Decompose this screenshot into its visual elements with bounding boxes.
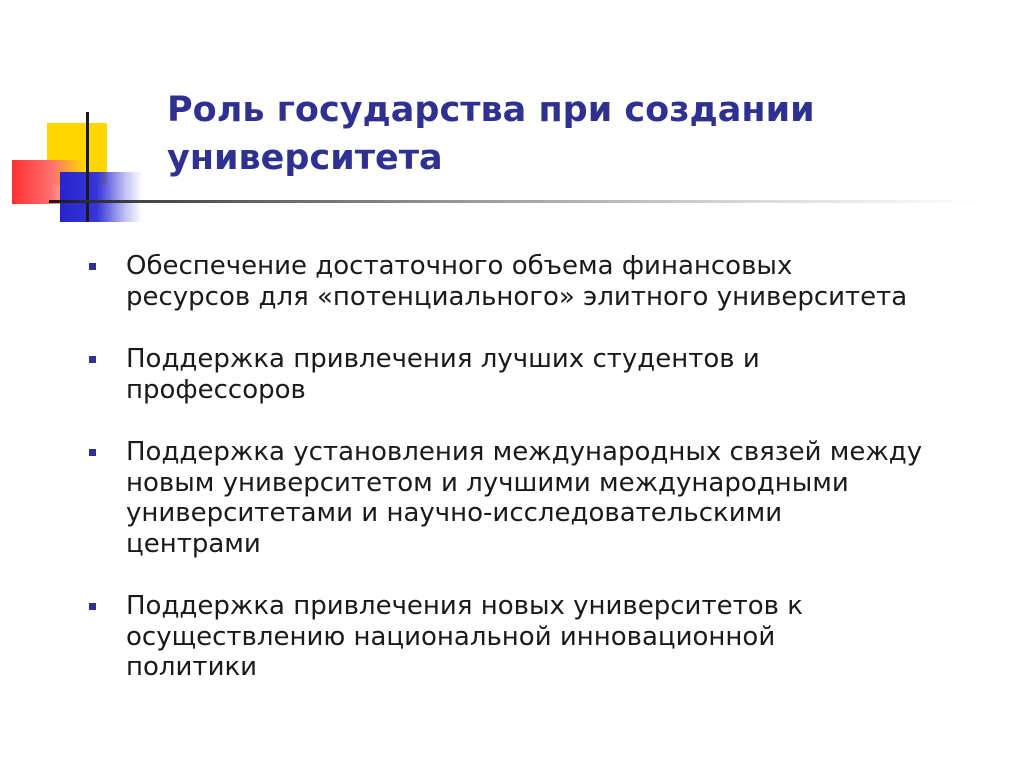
bullet-item	[87, 251, 967, 312]
bullet-text-line: осуществлению национальной инновационной	[126, 621, 776, 652]
bullet-text-line: университетами и научно-исследовательскими	[126, 498, 783, 528]
bullet-text-line: Поддержка привлечения лучших студентов и	[126, 344, 760, 374]
bullet-text-line: политики	[126, 652, 258, 682]
bullet-text	[126, 344, 967, 405]
bullet-item	[87, 344, 967, 405]
bullet-text	[126, 437, 967, 559]
bullet-list	[87, 251, 967, 715]
bullet-text-line: центрами	[126, 528, 261, 559]
square-bullet-icon	[89, 603, 96, 610]
bullet-text	[126, 251, 967, 312]
bullet-text-line: Поддержка установления международных связей между	[126, 437, 923, 467]
slide-title-line: Роль государства при создании	[167, 90, 815, 130]
square-bullet-icon	[89, 263, 96, 270]
slide-title-line: университета	[167, 138, 443, 178]
bullet-text-line: Обеспечение достаточного объема финансовых	[126, 251, 793, 281]
bullet-text	[126, 591, 967, 683]
bullet-item	[87, 437, 967, 559]
bullet-text-line: Поддержка привлечения новых университетов к	[126, 591, 803, 621]
bullet-text-line: новым университетом и лучшими международными	[126, 467, 849, 498]
decor-blue-square	[60, 172, 142, 222]
square-bullet-icon	[89, 356, 96, 363]
slide-title	[167, 86, 967, 182]
decor-vertical-line	[86, 112, 89, 222]
bullet-text-line: профессоров	[126, 374, 306, 405]
bullet-text-line: ресурсов для «потенциального» элитного университета	[126, 281, 908, 312]
square-bullet-icon	[89, 449, 96, 456]
bullet-item	[87, 591, 967, 683]
title-underline	[49, 200, 984, 203]
